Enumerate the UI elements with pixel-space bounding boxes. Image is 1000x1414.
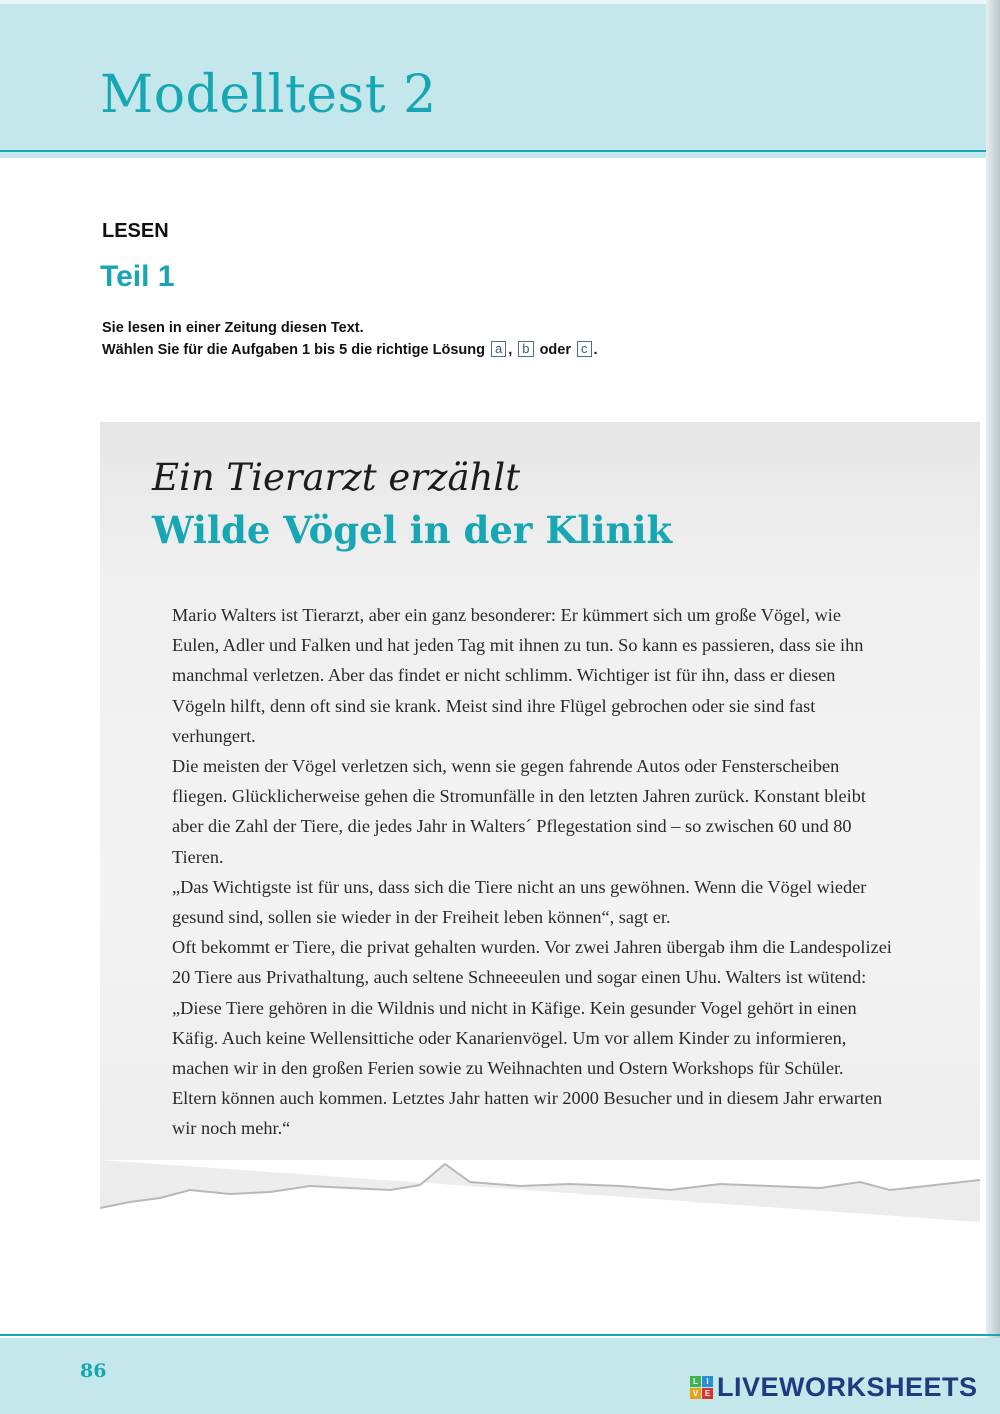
article-title: Wilde Vögel in der Klinik (152, 508, 673, 552)
article-body (172, 600, 892, 1144)
option-separator: , (508, 342, 513, 358)
torn-paper-edge (100, 1160, 980, 1222)
part-title: Teil 1 (100, 260, 175, 293)
option-b-box: b (518, 341, 533, 357)
logo-letter: V (690, 1388, 701, 1399)
page-edge-shadow (986, 0, 1000, 1414)
liveworksheets-logo-icon (690, 1376, 713, 1399)
logo-letter: L (690, 1376, 701, 1387)
task-instructions (102, 317, 802, 361)
article-paragraph: Mario Walters ist Tierarzt, aber ein ganz besonderer: Er kümmert sich um große Vögel, wie Eulen, Adler und Falken und hat jeden Tag mit ihnen zu tun. So kann es passieren, dass sie ihn manchmal verletzen. Aber das findet er nicht schlimm. Wichtiger ist für ihn, dass er diesen Vögeln hilft, denn oft sind sie krank. Meist sind ihre Flügel gebrochen oder sie sind fast verhungert. (172, 605, 864, 746)
page-title: Modelltest 2 (100, 65, 437, 125)
section-label: LESEN (102, 220, 169, 242)
article-paragraph: Die meisten der Vögel verletzen sich, wenn sie gegen fahrende Autos oder Fensterscheiben fliegen. Glücklicherweise gehen die Stromunfälle in den letzten Jahren zurück. Konstant bleibt aber die Zahl der Tiere, die jedes Jahr in Walters´ Pflegestation sind – so zwischen 60 und 80 Tieren. (172, 756, 866, 867)
logo-letter: E (702, 1388, 713, 1399)
logo-letter: I (702, 1376, 713, 1387)
footer-rule (0, 1334, 1000, 1336)
option-oder: oder (539, 342, 571, 358)
article-kicker: Ein Tierarzt erzählt (152, 456, 521, 499)
instruction-line-1: Sie lesen in einer Zeitung diesen Text. (102, 320, 364, 336)
liveworksheets-watermark (690, 1372, 978, 1403)
option-a-box: a (491, 341, 506, 357)
article-paragraph: Oft bekommt er Tiere, die privat gehalten wurden. Vor zwei Jahren übergab ihm die Landespolizei 20 Tiere aus Privathaltung, auch seltene Schneeeulen und sogar einen Uhu. Walters ist wütend: „Diese Tiere gehören in die Wildnis und nicht in Käfige. Kein gesunder Vogel gehört in einen Käfig. Auch keine Wellensittiche oder Kanarienvögel. Um vor allem Kinder zu informieren, machen wir in den großen Ferien sowie zu Weihnachten und Ostern Workshops für Schüler. Eltern können auch kommen. Letztes Jahr hatten wir 2000 Besucher und in diesem Jahr erwarten wir noch mehr.“ (172, 937, 892, 1139)
instruction-line-2 (102, 339, 802, 361)
instruction-period: . (593, 342, 598, 358)
page-number: 86 (80, 1360, 107, 1382)
option-c-box: c (577, 341, 592, 357)
instruction-text: Wählen Sie für die Aufgaben 1 bis 5 die richtige Lösung (102, 342, 485, 358)
header-rule (0, 150, 1000, 152)
watermark-text: LIVEWORKSHEETS (717, 1372, 978, 1402)
article-paragraph: „Das Wichtigste ist für uns, dass sich die Tiere nicht an uns gewöhnen. Wenn die Vögel wieder gesund sind, sollen sie wieder in der Freiheit leben können“, sagt er. (172, 876, 867, 928)
